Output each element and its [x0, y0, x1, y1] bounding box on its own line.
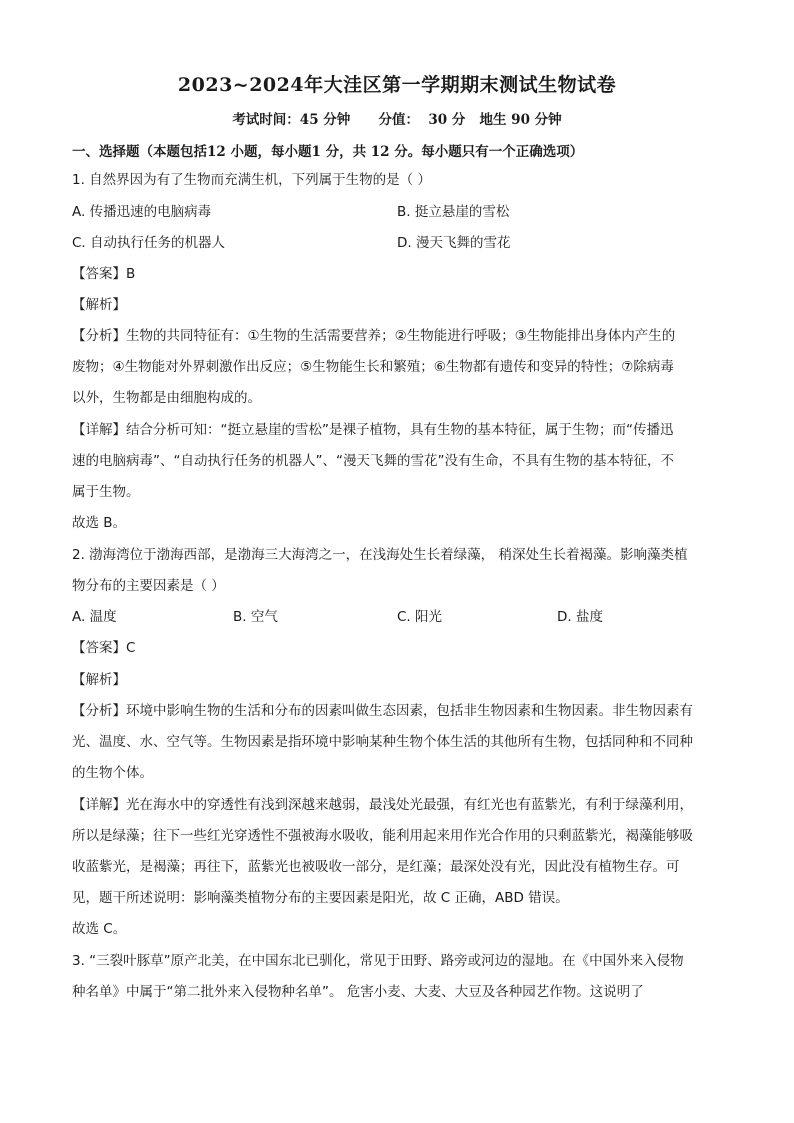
q1-analysis-line: 【分析】生物的共同特征有：①生物的生活需要营养；②生物能进行呼吸；③生物能排出身体内产生的	[72, 328, 676, 344]
question-1-stem: 1. 自然界因为有了生物而充满生机，下列属于生物的是（ ）	[72, 172, 431, 188]
q1-analysis-line: 废物；④生物能对外界刺激作出反应；⑤生物能生长和繁殖；⑥生物都有遗传和变异的特性；⑦除病毒	[72, 359, 674, 375]
question-2-stem: 2. 渤海湾位于渤海西部，是渤海三大海湾之一，在浅海处生长着绿藻， 稍深处生长着褐藻。影响藻类植	[72, 547, 688, 563]
question-2-stem: 物分布的主要因素是（ ）	[72, 578, 225, 594]
question-3-stem: 3. “三裂叶豚草”原产北美，在中国东北已驯化，常见于田野、路旁或河边的湿地。在《中国外来入侵物	[72, 953, 684, 969]
q2-detail-line: 见，题干所述说明：影响藻类植物分布的主要因素是阳光，故 C 正确，ABD 错误。	[72, 890, 569, 906]
q1-option-a: A. 传播迅速的电脑病毒	[72, 204, 212, 220]
q1-jiexi-label: 【解析】	[72, 297, 126, 313]
q1-detail-line: 【详解】结合分析可知：“挺立悬崖的雪松”是裸子植物，具有生物的基本特征，属于生物；而“传播迅	[72, 422, 674, 438]
q1-answer: 【答案】B	[72, 266, 136, 282]
q1-detail-line: 属于生物。	[72, 484, 140, 500]
section-heading: 一、选择题（本题包括12 小题，每小题1 分，共 12 分。每小题只有一个正确选项）	[72, 144, 584, 160]
q2-conclusion: 故选 C。	[72, 921, 127, 937]
q1-option-d: D. 漫天飞舞的雪花	[397, 235, 511, 251]
q1-detail-line: 速的电脑病毒”、“自动执行任务的机器人”、“漫天飞舞的雪花”没有生命，不具有生物的基本特征，不	[72, 453, 674, 469]
q2-detail-line: 所以是绿藻；往下一些红光穿透性不强被海水吸收，能利用起来用作光合作用的只剩蓝紫光，褐藻能够吸	[72, 828, 693, 844]
q2-detail-line: 【详解】光在海水中的穿透性有浅到深越来越弱，最浅处光最强，有红光也有蓝紫光，有利于绿藻利用，	[72, 797, 693, 813]
q2-option-c: C. 阳光	[397, 609, 443, 625]
q2-option-a: A. 温度	[72, 609, 117, 625]
q2-detail-line: 收蓝紫光，是褐藻；再往下，蓝紫光也被吸收一部分，是红藻；最深处没有光，因此没有植物生存。可	[72, 859, 680, 875]
q2-analysis-line: 【分析】环境中影响生物的生活和分布的因素叫做生态因素，包括非生物因素和生物因素。非生物因素有	[72, 703, 693, 719]
q1-option-c: C. 自动执行任务的机器人	[72, 235, 226, 251]
q2-jiexi-label: 【解析】	[72, 672, 126, 688]
q2-option-b: B. 空气	[233, 609, 278, 625]
q2-analysis-line: 光、温度、水、空气等。生物因素是指环境中影响某种生物个体生活的其他所有生物，包括同种和不同种	[72, 734, 693, 750]
q2-analysis-line: 的生物个体。	[72, 765, 153, 781]
question-3-stem: 种名单》中属于“第二批外来入侵物种名单”。 危害小麦、大麦、大豆及各种园艺作物。这说明了	[72, 984, 644, 1000]
q1-analysis-line: 以外，生物都是由细胞构成的。	[72, 390, 261, 406]
exam-title: 2023~2024年大洼区第一学期期末测试生物试卷	[177, 74, 617, 96]
exam-info: 考试时间：45 分钟 分值： 30 分 地生 90 分钟	[232, 112, 562, 128]
q2-option-d: D. 盐度	[557, 609, 603, 625]
q2-answer: 【答案】C	[72, 640, 136, 656]
q1-conclusion: 故选 B。	[72, 515, 127, 531]
q1-option-b: B. 挺立悬崖的雪松	[397, 204, 510, 220]
